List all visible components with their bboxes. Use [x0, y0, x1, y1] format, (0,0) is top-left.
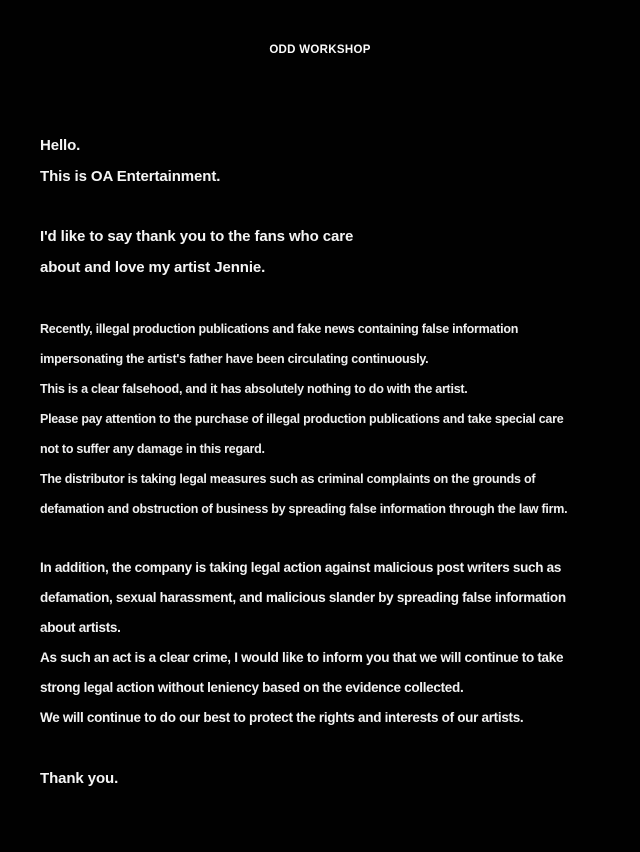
statement-line: We will continue to do our best to protect the rights and interests of our artists. [40, 710, 524, 725]
intro-line: about and love my artist Jennie. [40, 259, 266, 276]
statement-line: The distributor is taking legal measures such as criminal complaints on the grounds of [40, 472, 536, 486]
greeting-line: Hello. [40, 137, 81, 154]
statement-line: This is a clear falsehood, and it has absolutely nothing to do with the artist. [40, 382, 468, 396]
greeting-line: This is OA Entertainment. [40, 168, 221, 185]
greeting-section [40, 130, 600, 192]
statement-line: impersonating the artist's father have been circulating continuously. [40, 352, 429, 366]
intro-line: I'd like to say thank you to the fans who care [40, 228, 354, 245]
statement-line: defamation, sexual harassment, and malicious slander by spreading false information [40, 590, 566, 605]
statement-line: strong legal action without leniency based on the evidence collected. [40, 680, 464, 695]
closing-line: Thank you. [40, 770, 119, 787]
statement-line: Recently, illegal production publications and fake news containing false information [40, 322, 519, 336]
statement-paragraph-legal-action [40, 553, 600, 733]
page-title: ODD WORKSHOP [269, 44, 371, 56]
statement-line: defamation and obstruction of business by spreading false information through the law firm. [40, 502, 568, 516]
statement-line: not to suffer any damage in this regard. [40, 442, 265, 456]
intro-section [40, 221, 600, 283]
statement-line: As such an act is a clear crime, I would like to inform you that we will continue to take [40, 650, 564, 665]
statement-line: In addition, the company is taking legal action against malicious post writers such as [40, 560, 562, 575]
closing-section [40, 763, 600, 794]
statement-line: about artists. [40, 620, 121, 635]
statement-line: Please pay attention to the purchase of illegal production publications and take special care [40, 412, 564, 426]
statement-content [40, 130, 600, 794]
statement-paragraph-fake-news [40, 314, 600, 524]
